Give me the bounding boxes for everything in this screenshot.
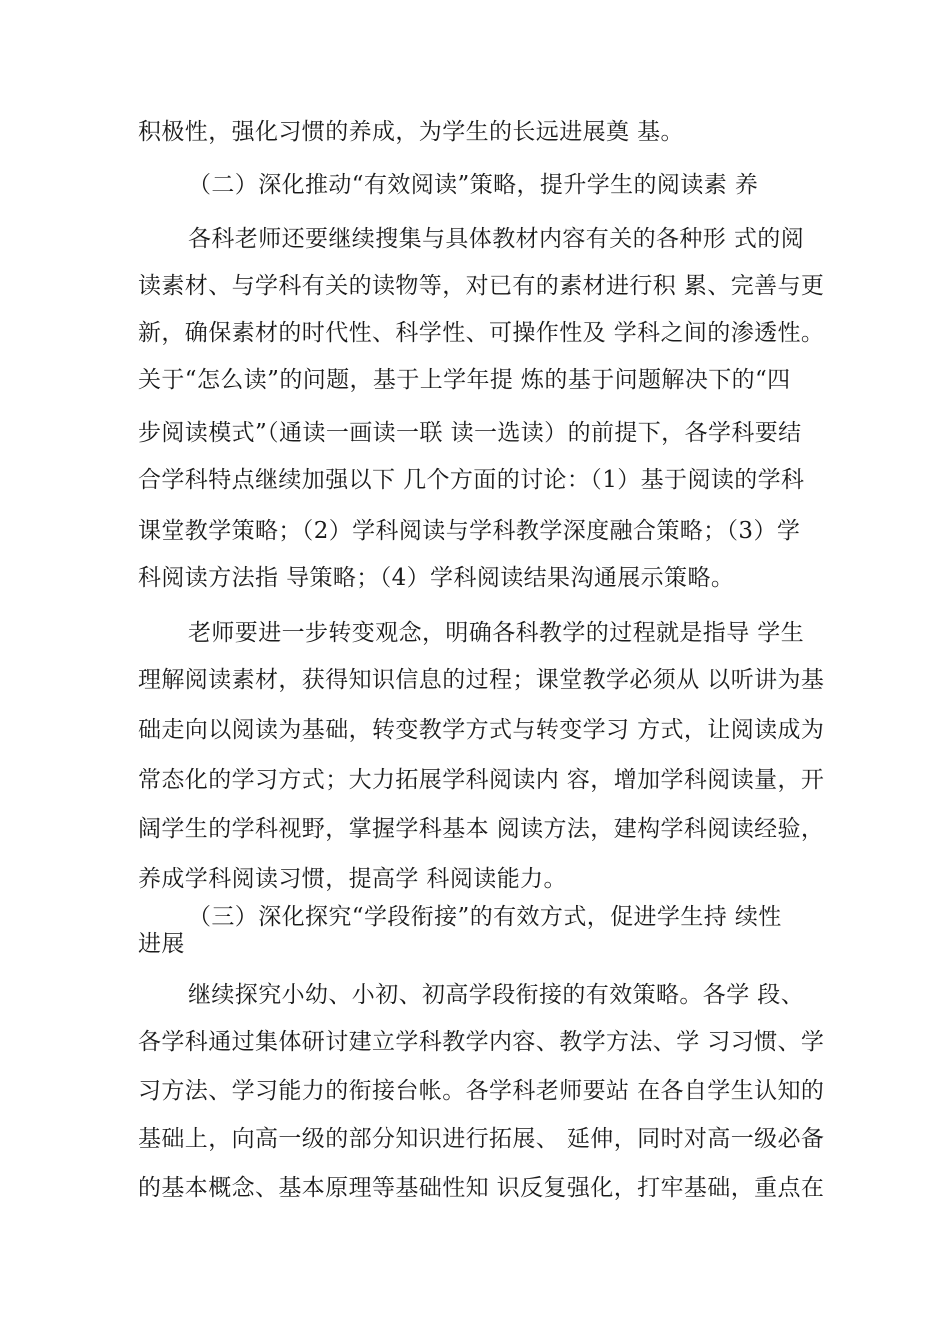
text-line: 各科老师还要继续搜集与具体教材内容有关的各种形 式的阅 [188, 226, 805, 252]
section-heading: （三）深化探究“学段衔接”的有效方式，促进学生持 续性 [188, 904, 782, 930]
text-line: 新，确保素材的时代性、科学性、可操作性及 学科之间的渗透性。 [138, 320, 825, 346]
text-line: 理解阅读素材，获得知识信息的过程；课堂教学必须从 以听讲为基 [138, 667, 825, 693]
text-line: 课堂教学策略；（2）学科阅读与学科教学深度融合策略；（3）学 [138, 518, 801, 544]
text-line: 习方法、学习能力的衔接台帐。各学科老师要站 在各自学生认知的 [138, 1078, 825, 1104]
text-line: 积极性，强化习惯的养成，为学生的长远进展奠 基。 [138, 119, 684, 145]
text-line: 老师要进一步转变观念，明确各科教学的过程就是指导 学生 [188, 620, 805, 646]
section-heading: （二）深化推动“有效阅读”策略，提升学生的阅读素 养 [188, 172, 759, 198]
text-line: 基础上，向高一级的部分知识进行拓展、 延伸，同时对高一级必备 [138, 1126, 825, 1152]
text-line: 科阅读方法指 导策略；（4）学科阅读结果沟通展示策略。 [138, 565, 735, 591]
text-line: 常态化的学习方式；大力拓展学科阅读内 容，增加学科阅读量，开 [138, 767, 825, 793]
text-line: 养成学科阅读习惯，提高学 科阅读能力。 [138, 866, 567, 892]
text-line: 各学科通过集体研讨建立学科教学内容、教学方法、学 习习惯、学 [138, 1029, 825, 1055]
text-line: 合学科特点继续加强以下 几个方面的讨论：（1）基于阅读的学科 [138, 467, 805, 493]
text-line: 的基本概念、基本原理等基础性知 识反复强化，打牢基础，重点在 [138, 1175, 825, 1201]
section-heading-continuation: 进展 [138, 931, 185, 957]
text-line: 关于“怎么读”的问题，基于上学年提 炼的基于问题解决下的“四 [138, 367, 791, 393]
text-line: 础走向以阅读为基础，转变教学方式与转变学习 方式，让阅读成为 [138, 717, 825, 743]
text-line: 步阅读模式”（通读一画读一联 读一选读）的前提下，各学科要结 [138, 420, 802, 446]
text-line: 读素材、与学科有关的读物等，对已有的素材进行积 累、完善与更 [138, 273, 825, 299]
text-line: 继续探究小幼、小初、初高学段衔接的有效策略。各学 段、 [188, 982, 805, 1008]
text-line: 阔学生的学科视野，掌握学科基本 阅读方法，建构学科阅读经验， [138, 816, 825, 842]
